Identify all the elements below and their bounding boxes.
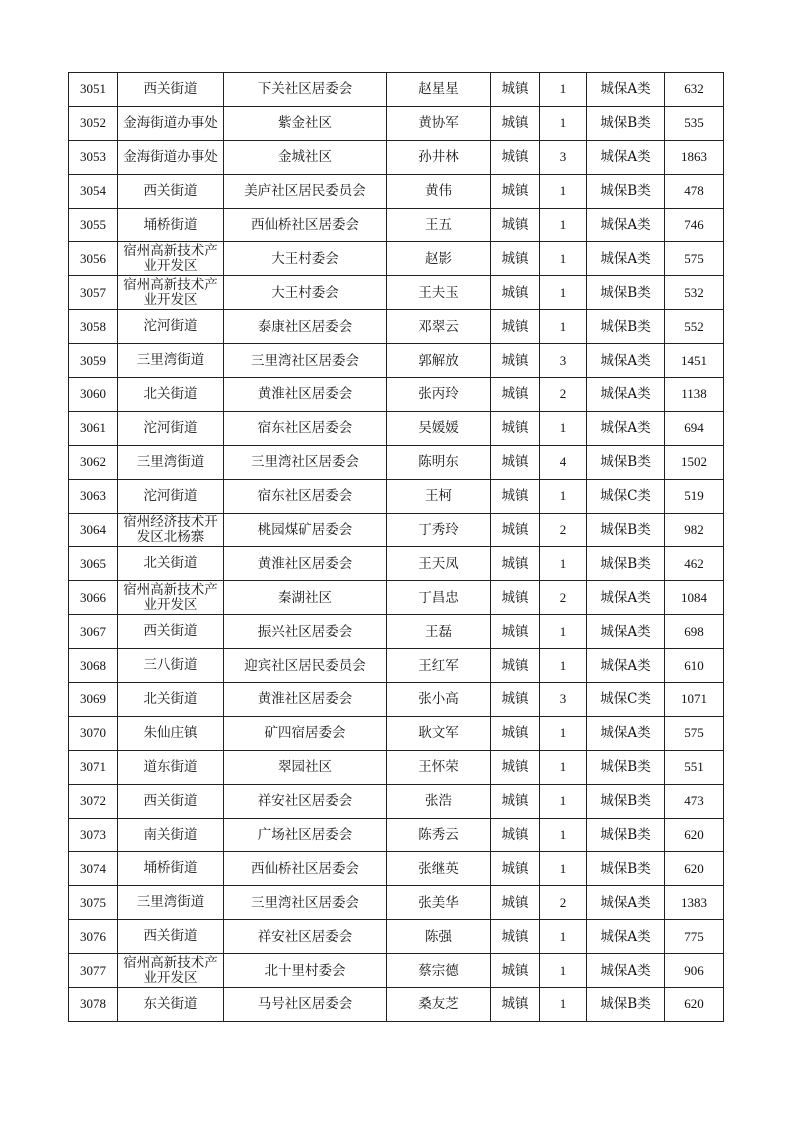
person-name-cell: 张继英 (387, 852, 491, 886)
household-size-cell: 1 (540, 852, 587, 886)
table-row (69, 479, 724, 513)
row-number: 3056 (69, 242, 118, 276)
benefit-type-cell: 城保B类 (587, 988, 665, 1022)
row-number: 3058 (69, 310, 118, 344)
benefit-type-cell: 城保C类 (587, 479, 665, 513)
table-row (69, 920, 724, 954)
person-name-cell: 张浩 (387, 784, 491, 818)
area-cell: 城镇 (491, 344, 540, 378)
community-cell: 美庐社区居民委员会 (224, 174, 387, 208)
benefit-type-cell: 城保A类 (587, 649, 665, 683)
household-size-cell: 1 (540, 750, 587, 784)
area-cell: 城镇 (491, 988, 540, 1022)
table-row (69, 649, 724, 683)
community-cell: 振兴社区居委会 (224, 615, 387, 649)
amount-cell: 906 (665, 954, 724, 988)
household-size-cell: 2 (540, 581, 587, 615)
area-cell: 城镇 (491, 581, 540, 615)
row-number: 3070 (69, 716, 118, 750)
community-cell: 紫金社区 (224, 106, 387, 140)
table-row (69, 276, 724, 310)
street-cell: 宿州高新技术产业开发区 (118, 242, 224, 276)
row-number: 3063 (69, 479, 118, 513)
household-size-cell: 1 (540, 174, 587, 208)
row-number: 3053 (69, 140, 118, 174)
row-number: 3051 (69, 73, 118, 107)
amount-cell: 746 (665, 208, 724, 242)
community-cell: 下关社区居委会 (224, 73, 387, 107)
area-cell: 城镇 (491, 683, 540, 717)
household-size-cell: 1 (540, 479, 587, 513)
street-cell: 西关街道 (118, 920, 224, 954)
benefit-type-cell: 城保A类 (587, 886, 665, 920)
benefit-type-cell: 城保C类 (587, 683, 665, 717)
street-cell: 埇桥街道 (118, 208, 224, 242)
table-row (69, 411, 724, 445)
table-row (69, 445, 724, 479)
person-name-cell: 丁昌忠 (387, 581, 491, 615)
street-cell: 西关街道 (118, 615, 224, 649)
person-name-cell: 邓翠云 (387, 310, 491, 344)
street-cell: 三里湾街道 (118, 445, 224, 479)
community-cell: 迎宾社区居民委员会 (224, 649, 387, 683)
amount-cell: 575 (665, 242, 724, 276)
community-cell: 广场社区居委会 (224, 818, 387, 852)
table-row (69, 242, 724, 276)
person-name-cell: 王红军 (387, 649, 491, 683)
row-number: 3072 (69, 784, 118, 818)
street-cell: 宿州高新技术产业开发区 (118, 954, 224, 988)
person-name-cell: 桑友芝 (387, 988, 491, 1022)
amount-cell: 535 (665, 106, 724, 140)
area-cell: 城镇 (491, 479, 540, 513)
household-size-cell: 2 (540, 378, 587, 412)
records-table (68, 72, 724, 1022)
amount-cell: 982 (665, 513, 724, 547)
street-cell: 宿州高新技术产业开发区 (118, 276, 224, 310)
table-row (69, 581, 724, 615)
community-cell: 马号社区居委会 (224, 988, 387, 1022)
street-cell: 三里湾街道 (118, 344, 224, 378)
area-cell: 城镇 (491, 276, 540, 310)
area-cell: 城镇 (491, 106, 540, 140)
amount-cell: 1383 (665, 886, 724, 920)
street-cell: 沱河街道 (118, 479, 224, 513)
row-number: 3068 (69, 649, 118, 683)
area-cell: 城镇 (491, 615, 540, 649)
area-cell: 城镇 (491, 547, 540, 581)
person-name-cell: 王怀荣 (387, 750, 491, 784)
area-cell: 城镇 (491, 920, 540, 954)
row-number: 3076 (69, 920, 118, 954)
community-cell: 黄淮社区居委会 (224, 547, 387, 581)
benefit-type-cell: 城保A类 (587, 581, 665, 615)
area-cell: 城镇 (491, 208, 540, 242)
street-cell: 北关街道 (118, 683, 224, 717)
amount-cell: 519 (665, 479, 724, 513)
row-number: 3054 (69, 174, 118, 208)
row-number: 3059 (69, 344, 118, 378)
amount-cell: 1502 (665, 445, 724, 479)
person-name-cell: 张丙玲 (387, 378, 491, 412)
community-cell: 桃园煤矿居委会 (224, 513, 387, 547)
household-size-cell: 1 (540, 716, 587, 750)
area-cell: 城镇 (491, 818, 540, 852)
community-cell: 黄淮社区居委会 (224, 378, 387, 412)
table-body (69, 73, 724, 1022)
benefit-type-cell: 城保B类 (587, 276, 665, 310)
street-cell: 金海街道办事处 (118, 140, 224, 174)
table-row (69, 750, 724, 784)
person-name-cell: 王夫玉 (387, 276, 491, 310)
person-name-cell: 孙井林 (387, 140, 491, 174)
area-cell: 城镇 (491, 750, 540, 784)
person-name-cell: 吴媛媛 (387, 411, 491, 445)
table-row (69, 106, 724, 140)
person-name-cell: 黄伟 (387, 174, 491, 208)
community-cell: 大王村委会 (224, 276, 387, 310)
household-size-cell: 1 (540, 73, 587, 107)
community-cell: 祥安社区居委会 (224, 784, 387, 818)
community-cell: 祥安社区居委会 (224, 920, 387, 954)
person-name-cell: 蔡宗德 (387, 954, 491, 988)
community-cell: 秦湖社区 (224, 581, 387, 615)
street-cell: 埇桥街道 (118, 852, 224, 886)
household-size-cell: 1 (540, 242, 587, 276)
row-number: 3074 (69, 852, 118, 886)
table-row (69, 784, 724, 818)
row-number: 3062 (69, 445, 118, 479)
benefit-type-cell: 城保B类 (587, 106, 665, 140)
amount-cell: 473 (665, 784, 724, 818)
person-name-cell: 郭解放 (387, 344, 491, 378)
benefit-type-cell: 城保A类 (587, 954, 665, 988)
area-cell: 城镇 (491, 73, 540, 107)
amount-cell: 620 (665, 818, 724, 852)
table-row (69, 310, 724, 344)
amount-cell: 620 (665, 852, 724, 886)
table-row (69, 208, 724, 242)
table-row (69, 73, 724, 107)
area-cell: 城镇 (491, 242, 540, 276)
amount-cell: 1451 (665, 344, 724, 378)
street-cell: 三八街道 (118, 649, 224, 683)
row-number: 3064 (69, 513, 118, 547)
community-cell: 西仙桥社区居委会 (224, 852, 387, 886)
person-name-cell: 丁秀玲 (387, 513, 491, 547)
area-cell: 城镇 (491, 445, 540, 479)
row-number: 3052 (69, 106, 118, 140)
benefit-type-cell: 城保B类 (587, 174, 665, 208)
community-cell: 西仙桥社区居委会 (224, 208, 387, 242)
area-cell: 城镇 (491, 310, 540, 344)
person-name-cell: 张美华 (387, 886, 491, 920)
row-number: 3077 (69, 954, 118, 988)
person-name-cell: 张小高 (387, 683, 491, 717)
street-cell: 西关街道 (118, 174, 224, 208)
amount-cell: 694 (665, 411, 724, 445)
table-row (69, 683, 724, 717)
area-cell: 城镇 (491, 378, 540, 412)
household-size-cell: 1 (540, 818, 587, 852)
benefit-type-cell: 城保B类 (587, 852, 665, 886)
household-size-cell: 1 (540, 106, 587, 140)
street-cell: 北关街道 (118, 547, 224, 581)
street-cell: 西关街道 (118, 784, 224, 818)
street-cell: 北关街道 (118, 378, 224, 412)
amount-cell: 620 (665, 988, 724, 1022)
amount-cell: 775 (665, 920, 724, 954)
area-cell: 城镇 (491, 784, 540, 818)
benefit-type-cell: 城保B类 (587, 750, 665, 784)
row-number: 3055 (69, 208, 118, 242)
table-row (69, 344, 724, 378)
street-cell: 南关街道 (118, 818, 224, 852)
person-name-cell: 陈强 (387, 920, 491, 954)
area-cell: 城镇 (491, 140, 540, 174)
benefit-type-cell: 城保A类 (587, 242, 665, 276)
table-row (69, 547, 724, 581)
person-name-cell: 王天凤 (387, 547, 491, 581)
person-name-cell: 耿文军 (387, 716, 491, 750)
area-cell: 城镇 (491, 411, 540, 445)
amount-cell: 532 (665, 276, 724, 310)
area-cell: 城镇 (491, 954, 540, 988)
community-cell: 翠园社区 (224, 750, 387, 784)
household-size-cell: 3 (540, 344, 587, 378)
benefit-type-cell: 城保B类 (587, 784, 665, 818)
person-name-cell: 王磊 (387, 615, 491, 649)
household-size-cell: 4 (540, 445, 587, 479)
benefit-type-cell: 城保B类 (587, 513, 665, 547)
row-number: 3061 (69, 411, 118, 445)
row-number: 3065 (69, 547, 118, 581)
table-row (69, 954, 724, 988)
benefit-type-cell: 城保A类 (587, 208, 665, 242)
household-size-cell: 1 (540, 649, 587, 683)
street-cell: 宿州高新技术产业开发区 (118, 581, 224, 615)
community-cell: 三里湾社区居委会 (224, 886, 387, 920)
household-size-cell: 1 (540, 784, 587, 818)
benefit-type-cell: 城保B类 (587, 818, 665, 852)
row-number: 3075 (69, 886, 118, 920)
person-name-cell: 赵星星 (387, 73, 491, 107)
street-cell: 三里湾街道 (118, 886, 224, 920)
household-size-cell: 1 (540, 920, 587, 954)
street-cell: 朱仙庄镇 (118, 716, 224, 750)
street-cell: 西关街道 (118, 73, 224, 107)
person-name-cell: 赵影 (387, 242, 491, 276)
person-name-cell: 陈秀云 (387, 818, 491, 852)
area-cell: 城镇 (491, 852, 540, 886)
household-size-cell: 1 (540, 208, 587, 242)
community-cell: 北十里村委会 (224, 954, 387, 988)
row-number: 3057 (69, 276, 118, 310)
community-cell: 宿东社区居委会 (224, 479, 387, 513)
benefit-type-cell: 城保A类 (587, 716, 665, 750)
household-size-cell: 3 (540, 140, 587, 174)
benefit-type-cell: 城保B类 (587, 310, 665, 344)
street-cell: 东关街道 (118, 988, 224, 1022)
benefit-type-cell: 城保A类 (587, 378, 665, 412)
row-number: 3071 (69, 750, 118, 784)
benefit-type-cell: 城保A类 (587, 615, 665, 649)
table-row (69, 174, 724, 208)
table-row (69, 513, 724, 547)
table-row (69, 852, 724, 886)
row-number: 3069 (69, 683, 118, 717)
household-size-cell: 1 (540, 615, 587, 649)
area-cell: 城镇 (491, 174, 540, 208)
community-cell: 三里湾社区居委会 (224, 344, 387, 378)
street-cell: 金海街道办事处 (118, 106, 224, 140)
benefit-type-cell: 城保A类 (587, 344, 665, 378)
household-size-cell: 1 (540, 547, 587, 581)
row-number: 3060 (69, 378, 118, 412)
table-row (69, 378, 724, 412)
area-cell: 城镇 (491, 649, 540, 683)
table-row (69, 716, 724, 750)
table-row (69, 988, 724, 1022)
household-size-cell: 1 (540, 276, 587, 310)
table-row (69, 140, 724, 174)
amount-cell: 551 (665, 750, 724, 784)
area-cell: 城镇 (491, 716, 540, 750)
row-number: 3067 (69, 615, 118, 649)
row-number: 3073 (69, 818, 118, 852)
benefit-type-cell: 城保A类 (587, 140, 665, 174)
amount-cell: 698 (665, 615, 724, 649)
community-cell: 三里湾社区居委会 (224, 445, 387, 479)
benefit-type-cell: 城保A类 (587, 920, 665, 954)
amount-cell: 1071 (665, 683, 724, 717)
household-size-cell: 1 (540, 411, 587, 445)
amount-cell: 1138 (665, 378, 724, 412)
street-cell: 沱河街道 (118, 310, 224, 344)
community-cell: 黄淮社区居委会 (224, 683, 387, 717)
street-cell: 沱河街道 (118, 411, 224, 445)
person-name-cell: 王柯 (387, 479, 491, 513)
amount-cell: 462 (665, 547, 724, 581)
person-name-cell: 王五 (387, 208, 491, 242)
person-name-cell: 陈明东 (387, 445, 491, 479)
household-size-cell: 1 (540, 988, 587, 1022)
amount-cell: 552 (665, 310, 724, 344)
benefit-type-cell: 城保B类 (587, 445, 665, 479)
community-cell: 泰康社区居委会 (224, 310, 387, 344)
community-cell: 金城社区 (224, 140, 387, 174)
community-cell: 矿四宿居委会 (224, 716, 387, 750)
amount-cell: 478 (665, 174, 724, 208)
area-cell: 城镇 (491, 513, 540, 547)
amount-cell: 1084 (665, 581, 724, 615)
street-cell: 道东街道 (118, 750, 224, 784)
row-number: 3066 (69, 581, 118, 615)
amount-cell: 575 (665, 716, 724, 750)
amount-cell: 632 (665, 73, 724, 107)
table-row (69, 886, 724, 920)
amount-cell: 610 (665, 649, 724, 683)
amount-cell: 1863 (665, 140, 724, 174)
household-size-cell: 3 (540, 683, 587, 717)
benefit-type-cell: 城保A类 (587, 411, 665, 445)
household-size-cell: 2 (540, 886, 587, 920)
benefit-type-cell: 城保A类 (587, 73, 665, 107)
area-cell: 城镇 (491, 886, 540, 920)
benefit-type-cell: 城保B类 (587, 547, 665, 581)
community-cell: 宿东社区居委会 (224, 411, 387, 445)
table-row (69, 818, 724, 852)
person-name-cell: 黄协军 (387, 106, 491, 140)
community-cell: 大王村委会 (224, 242, 387, 276)
row-number: 3078 (69, 988, 118, 1022)
street-cell: 宿州经济技术开发区北杨寨 (118, 513, 224, 547)
household-size-cell: 1 (540, 954, 587, 988)
household-size-cell: 2 (540, 513, 587, 547)
household-size-cell: 1 (540, 310, 587, 344)
table-row (69, 615, 724, 649)
